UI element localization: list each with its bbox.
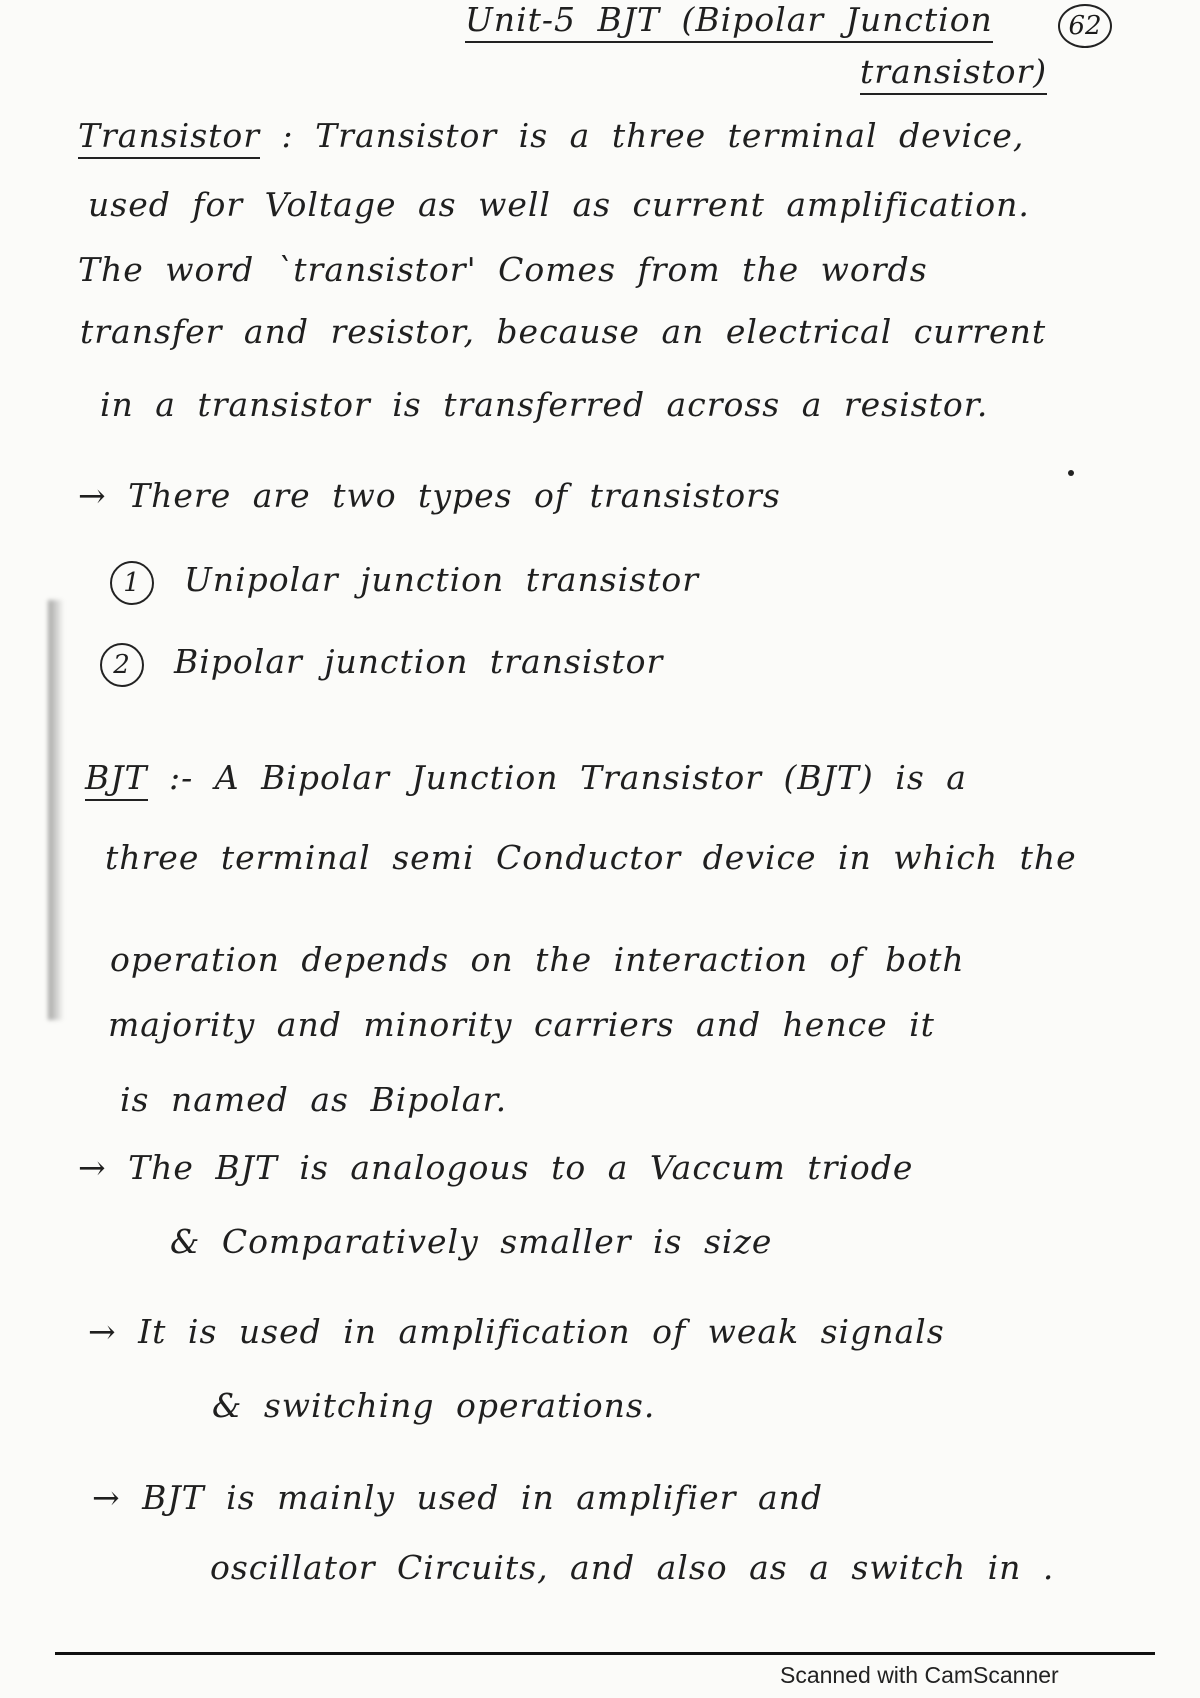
- types-intro: → There are two types of transistors: [78, 476, 781, 515]
- transistor-definition-line-1: Transistor : Transistor is a three terminal device,: [78, 116, 1024, 155]
- point-3-line-1: → BJT is mainly used in amplifier and: [92, 1478, 824, 1517]
- bjt-definition-line-4: majority and minority carriers and hence it: [108, 1005, 935, 1044]
- transistor-definition-line-2: used for Voltage as well as current amplification.: [88, 185, 1030, 224]
- page-bottom-rule: [55, 1652, 1155, 1655]
- point-2-line-1: → It is used in amplification of weak signals: [88, 1312, 945, 1351]
- item-number-2: 2: [100, 643, 144, 687]
- bjt-definition-line-3: operation depends on the interaction of both: [110, 940, 965, 979]
- bjt-definition-line-2: three terminal semi Conductor device in which the: [105, 838, 1077, 877]
- point-1-line-2: & Comparatively smaller is size: [170, 1222, 773, 1261]
- point-2-line-2: & switching operations.: [212, 1386, 656, 1425]
- type-item-2: 2 Bipolar junction transistor: [100, 642, 663, 687]
- scan-shadow: [48, 600, 64, 1020]
- transistor-term: Transistor: [78, 116, 260, 159]
- page-number: 62: [1058, 4, 1112, 48]
- unit-title: Unit-5 BJT (Bipolar Junction: [465, 0, 993, 39]
- ink-dot: [1068, 470, 1074, 476]
- transistor-definition-line-3: The word `transistor' Comes from the words: [78, 250, 928, 289]
- transistor-definition-line-5: in a transistor is transferred across a resistor.: [100, 385, 989, 424]
- bjt-term: BJT: [85, 758, 148, 801]
- item-number-1: 1: [110, 561, 154, 605]
- point-1-line-1: → The BJT is analogous to a Vaccum triode: [78, 1148, 914, 1187]
- unit-title-continued: transistor): [860, 52, 1047, 91]
- type-item-1: 1 Unipolar junction transistor: [110, 560, 699, 605]
- transistor-definition-line-4: transfer and resistor, because an electrical current: [80, 312, 1047, 351]
- bjt-definition-line-1: BJT :- A Bipolar Junction Transistor (BJT) is a: [85, 758, 967, 797]
- point-3-line-2: oscillator Circuits, and also as a switch in .: [210, 1548, 1055, 1587]
- bjt-definition-line-5: is named as Bipolar.: [120, 1080, 508, 1119]
- scanner-watermark: Scanned with CamScanner: [780, 1662, 1059, 1688]
